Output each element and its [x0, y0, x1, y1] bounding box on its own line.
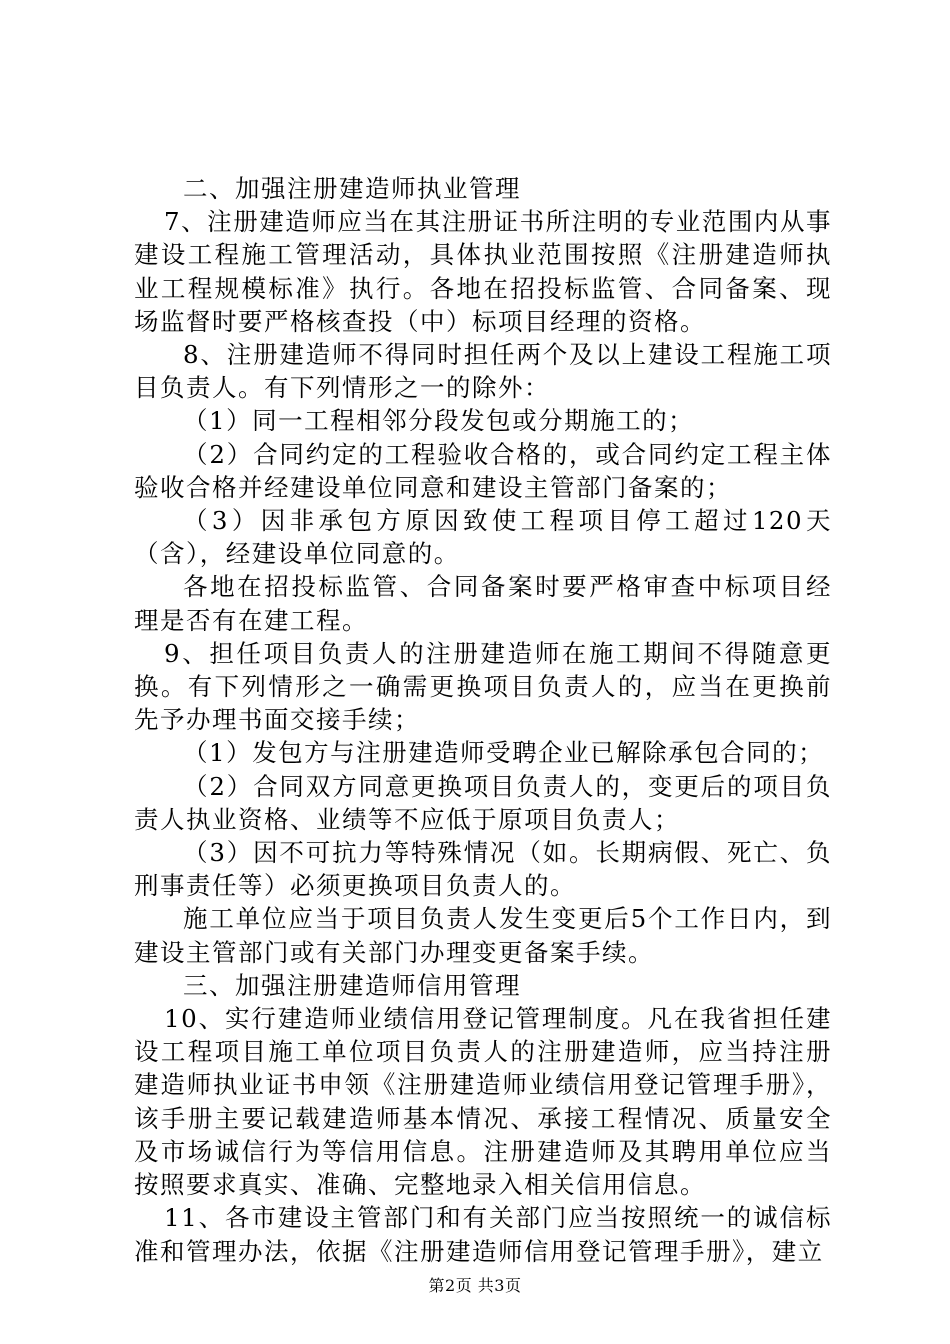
- paragraph-9-note: 施工单位应当于项目负责人发生变更后5个工作日内，到建设主管部门或有关部门办理变更备案手续。: [134, 904, 832, 967]
- section-heading-3: 三、加强注册建造师信用管理: [183, 970, 521, 1000]
- section-heading-2: 二、加强注册建造师执业管理: [183, 174, 521, 203]
- paragraph-8-item-3: （3）因非承包方原因致使工程项目停工超过120天（含），经建设单位同意的。: [134, 506, 832, 569]
- paragraph-9-item-2: （2）合同双方同意更换项目负责人的，变更后的项目负责人执业资格、业绩等不应低于原项目负责人；: [134, 771, 832, 834]
- paragraph-10: 10、实行建造师业绩信用登记管理制度。凡在我省担任建设工程项目施工单位项目负责人的注册建造师，应当持注册建造师执业证书申领《注册建造师业绩信用登记管理手册》，该手册主要记载建造师基本情况、承接工程情况、质量安全及市场诚信行为等信用信息。注册建造师及其聘用单位应当按照要求真实、准确、完整地录入相关信用信息。: [134, 1004, 832, 1200]
- page-footer: 第2页 共3页: [428, 1276, 522, 1295]
- paragraph-9-item-1: （1）发包方与注册建造师受聘企业已解除承包合同的；: [183, 738, 825, 768]
- paragraph-9: 9、担任项目负责人的注册建造师在施工期间不得随意更换。有下列情形之一确需更换项目负责人的，应当在更换前先予办理书面交接手续；: [134, 638, 832, 735]
- document-body: [134, 172, 832, 1268]
- paragraph-11: 11、各市建设主管部门和有关部门应当按照统一的诚信标准和管理办法，依据《注册建造师信用登记管理手册》，建立: [134, 1203, 832, 1266]
- paragraph-8: 8、注册建造师不得同时担任两个及以上建设工程施工项目负责人。有下列情形之一的除外：: [134, 340, 832, 403]
- paragraph-8-note: 各地在招投标监管、合同备案时要严格审查中标项目经理是否有在建工程。: [134, 572, 832, 635]
- paragraph-8-item-2: （2）合同约定的工程验收合格的，或合同约定工程主体验收合格并经建设单位同意和建设主管部门备案的；: [134, 439, 832, 502]
- paragraph-9-item-3: （3）因不可抗力等特殊情况（如。长期病假、死亡、负刑事责任等）必须更换项目负责人的。: [134, 838, 832, 901]
- paragraph-7: 7、注册建造师应当在其注册证书所注明的专业范围内从事建设工程施工管理活动，具体执业范围按照《注册建造师执业工程规模标准》执行。各地在招投标监管、合同备案、现场监督时要严格核查投（中）标项目经理的资格。: [134, 207, 832, 336]
- paragraph-8-item-1: （1）同一工程相邻分段发包或分期施工的；: [183, 406, 695, 436]
